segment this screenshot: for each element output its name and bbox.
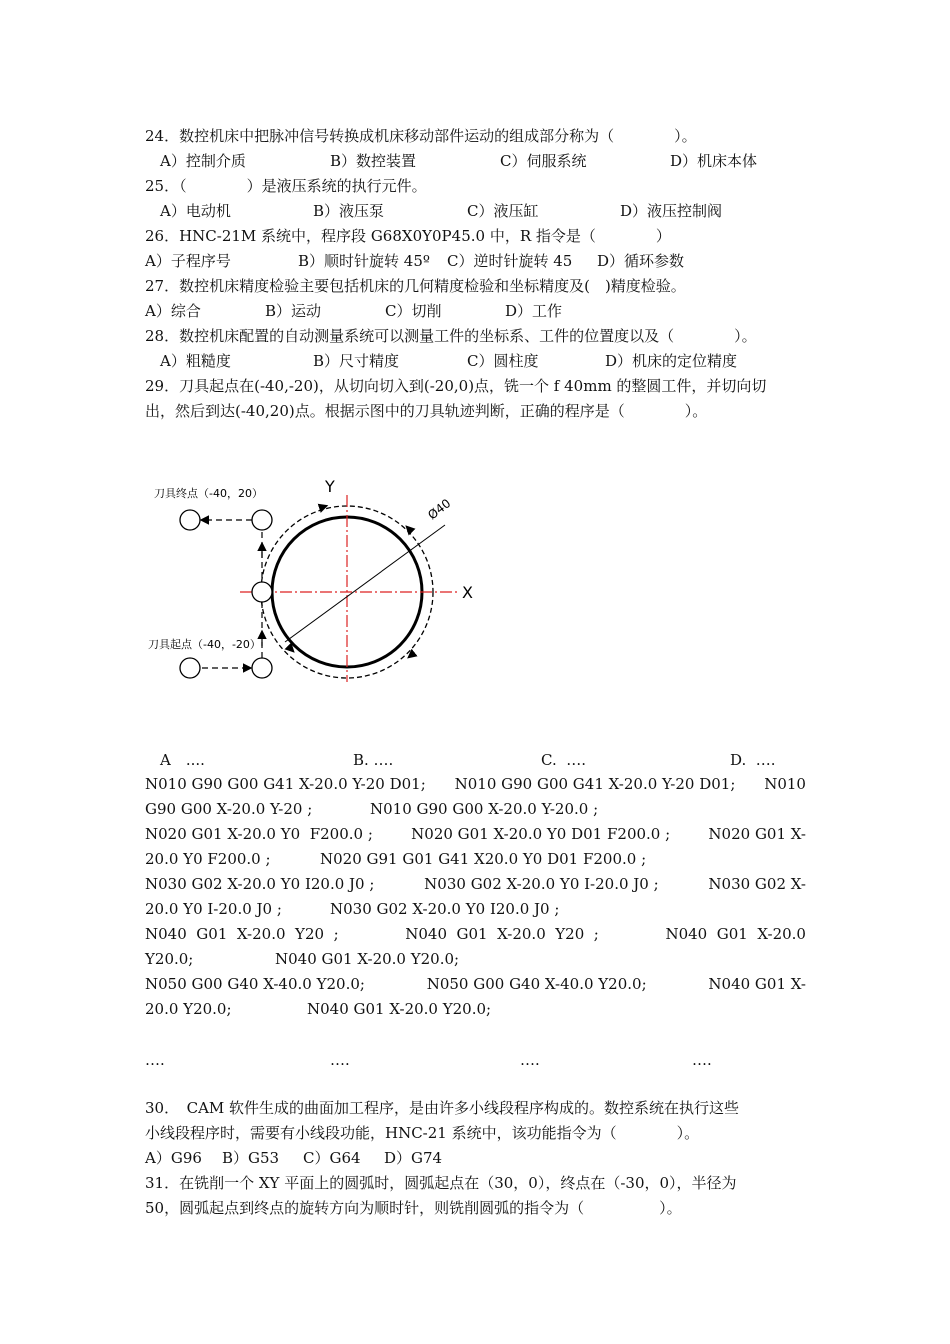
program-line-7: N040 G01 X-20.0 Y20 ; N040 G01 X-20.0 Y20 ; N040 G01 X-20.0 [145, 925, 806, 943]
question-24-stem: 24．数控机床中把脉冲信号转换成机床移动部件运动的组成部分称为（ ）。 [145, 127, 697, 145]
tool-circle-start [180, 658, 200, 678]
q26-option-c: C）逆时针旋转 45 [447, 252, 573, 270]
q27-option-b: B）运动 [265, 302, 322, 320]
question-26-stem: 26．HNC-21M 系统中，程序段 G68X0Y0P45.0 中，R 指令是（ ） [145, 227, 671, 245]
question-31-line-1: 31．在铣削一个 XY 平面上的圆弧时，圆弧起点在（30，0），终点在（-30，0），半径为 [145, 1174, 737, 1192]
program-line-8b: N040 G01 X-20.0 Y20.0; [275, 950, 460, 968]
q25-option-d: D）液压控制阀 [620, 202, 723, 220]
program-line-5: N030 G02 X-20.0 Y0 I20.0 J0 ; N030 G02 X-20.0 Y0 I-20.0 J0 ; N030 G02 X- [145, 875, 806, 893]
question-28-stem: 28．数控机床配置的自动测量系统可以测量工件的坐标系、工件的位置度以及（ ）。 [145, 327, 757, 345]
program-line-6a: 20.0 Y0 I-20.0 J0 ; [145, 900, 282, 918]
axis-y-label: Y [325, 477, 335, 496]
program-line-8a: Y20.0; [145, 950, 194, 968]
program-line-10a: 20.0 Y20.0; [145, 1000, 232, 1018]
tool-circle-bottom [252, 658, 272, 678]
choice-d-header: D. …. [730, 751, 776, 769]
question-30-line-1: 30． CAM 软件生成的曲面加工程序，是由许多小线段程序构成的。数控系统在执行这些 [145, 1099, 740, 1117]
choice-c-header: C. …. [541, 751, 587, 769]
q27-option-d: D）工作 [505, 302, 563, 320]
ellipsis-c: …. [520, 1051, 540, 1069]
program-line-2a: G90 G00 X-20.0 Y-20 ; [145, 800, 313, 818]
ellipsis-d: …. [692, 1051, 712, 1069]
ellipsis-a: …. [145, 1051, 165, 1069]
program-line-9: N050 G00 G40 X-40.0 Y20.0; N050 G00 G40 X-40.0 Y20.0; N040 G01 X- [145, 975, 806, 993]
tool-circle-end [180, 510, 200, 530]
diameter-label: Ø40 [425, 496, 454, 523]
program-line-3: N020 G01 X-20.0 Y0 F200.0 ; N020 G01 X-20.0 Y0 D01 F200.0 ; N020 G01 X- [145, 825, 806, 843]
program-line-1: N010 G90 G00 G41 X-20.0 Y-20 D01; N010 G90 G00 G41 X-20.0 Y-20 D01; N010 [145, 775, 806, 793]
question-30-line-2: 小线段程序时，需要有小线段功能，HNC-21 系统中，该功能指令为（ ）。 [145, 1124, 700, 1142]
choice-b-header: B. …. [353, 751, 394, 769]
question-25-stem: 25．（ ）是液压系统的执行元件。 [145, 177, 427, 195]
q24-option-b: B）数控装置 [330, 152, 417, 170]
question-27-stem: 27．数控机床精度检验主要包括机床的几何精度检验和坐标精度及( )精度检验。 [145, 277, 686, 295]
q26-option-a: A）子程序号 [145, 252, 231, 270]
q26-option-b: B）顺时针旋转 45º [298, 252, 430, 270]
q25-option-b: B）液压泵 [313, 202, 385, 220]
program-line-2b: N010 G90 G00 X-20.0 Y-20.0 ; [370, 800, 599, 818]
q30-option-d: D）G74 [384, 1149, 443, 1167]
tool-circle-mid [252, 582, 272, 602]
axis-x-label: X [462, 583, 473, 602]
q24-option-c: C）伺服系统 [500, 152, 587, 170]
program-line-10b: N040 G01 X-20.0 Y20.0; [307, 1000, 492, 1018]
q30-option-b: B）G53 [222, 1149, 280, 1167]
q24-option-a: A）控制介质 [160, 152, 246, 170]
tool-start-label: 刀具起点（-40，-20） [148, 638, 261, 651]
tool-circle-top [252, 510, 272, 530]
question-31-line-2: 50，圆弧起点到终点的旋转方向为顺时针，则铣削圆弧的指令为（ ）。 [145, 1199, 682, 1217]
question-29-line-2: 出，然后到达(-40,20)点。根据示图中的刀具轨迹判断，正确的程序是（ ）。 [145, 402, 708, 420]
q28-option-b: B）尺寸精度 [313, 352, 400, 370]
q25-option-c: C）液压缸 [467, 202, 539, 220]
q28-option-d: D）机床的定位精度 [605, 352, 738, 370]
tool-end-label: 刀具终点（-40，20） [154, 487, 263, 500]
choice-a-header: A .... [160, 751, 205, 769]
q28-option-c: C）圆柱度 [467, 352, 539, 370]
q30-option-a: A）G96 [145, 1149, 202, 1167]
program-line-4b: N020 G91 G01 G41 X20.0 Y0 D01 F200.0 ; [320, 850, 647, 868]
q27-option-c: C）切削 [385, 302, 442, 320]
question-29-line-1: 29．刀具起点在(-40,-20)，从切向切入到(-20,0)点，铣一个 f 40mm 的整圆工件，并切向切 [145, 377, 767, 395]
q24-option-d: D）机床本体 [670, 152, 758, 170]
program-line-4a: 20.0 Y0 F200.0 ; [145, 850, 271, 868]
q28-option-a: A）粗糙度 [160, 352, 231, 370]
tool-path-diagram [140, 470, 490, 685]
program-line-6b: N030 G02 X-20.0 Y0 I20.0 J0 ; [330, 900, 560, 918]
q27-option-a: A）综合 [145, 302, 201, 320]
q25-option-a: A）电动机 [160, 202, 231, 220]
q30-option-c: C）G64 [303, 1149, 361, 1167]
ellipsis-b: …. [330, 1051, 350, 1069]
q26-option-d: D）循环参数 [597, 252, 685, 270]
